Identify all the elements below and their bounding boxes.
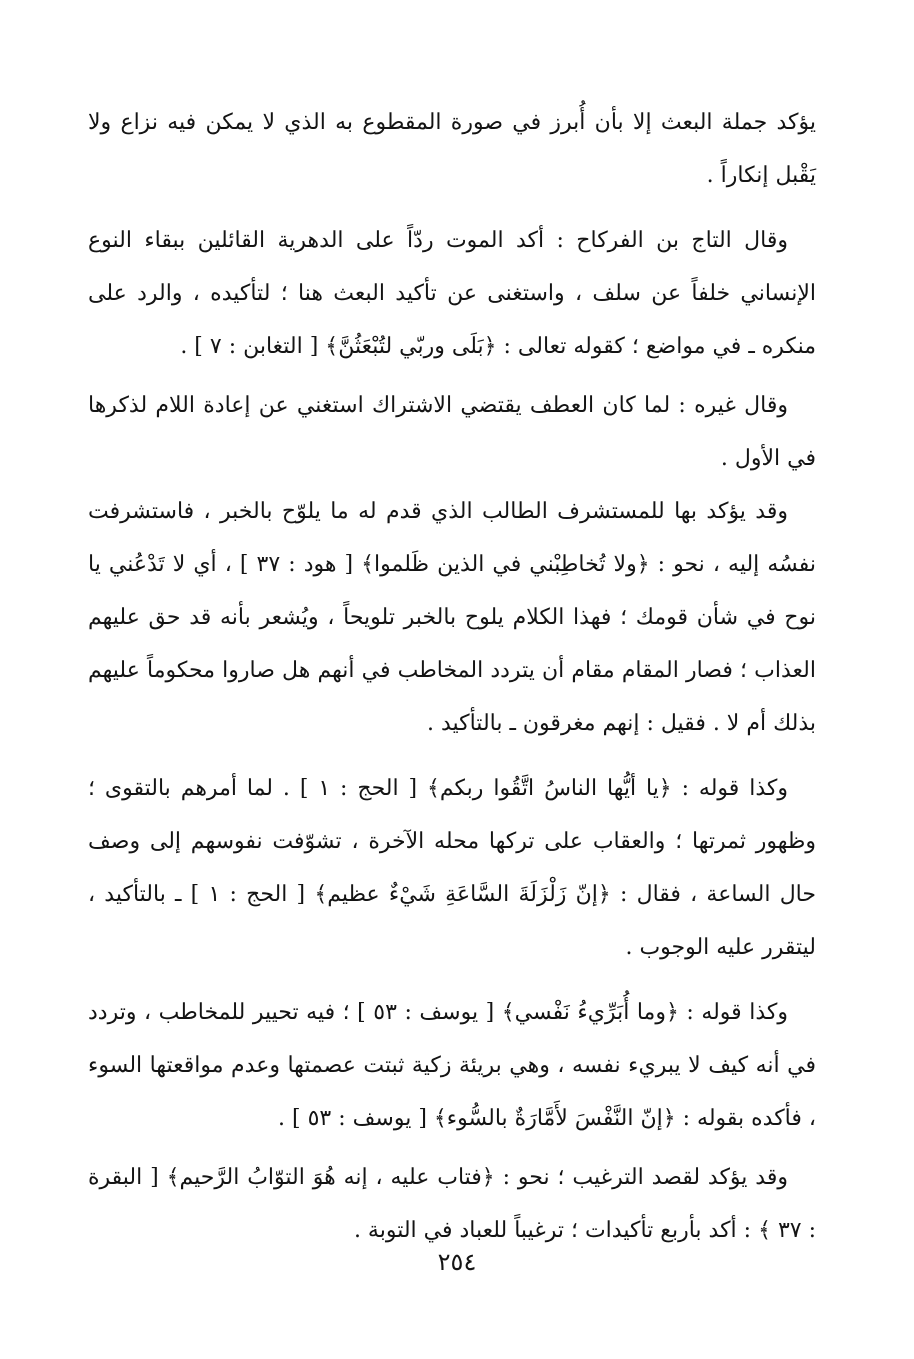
paragraph-1: يؤكد جملة البعث إلا بأن أُبرز في صورة المقطوع به الذي لا يمكن فيه نزاع ولا يَقْبل إنكاراً . — [88, 110, 816, 188]
paragraph-6: وكذا قوله : ﴿وما أُبَرِّيءُ نَفْسي﴾ [ يوسف : ٥٣ ] ؛ فيه تحيير للمخاطب ، وتردد في أنه كيف لا يبريء نفسه ، وهي بريئة زكية ثبتت عصمتها وعدم مواقعتها السوء ، فأكده بقوله : ﴿إنّ النَّفْسَ لأَمَّارَةٌ بالسُّوء﴾ [ يوسف : ٥٣ ] . — [88, 1000, 816, 1131]
page-body — [88, 96, 816, 1257]
paragraph-7: وقد يؤكد لقصد الترغيب ؛ نحو : ﴿فتاب عليه ، إنه هُوَ التوّابُ الرَّحيم﴾ [ البقرة : ٣٧ ﴾ : أكد بأربع تأكيدات ؛ ترغيباً للعباد في التوبة . — [88, 1165, 816, 1243]
paragraph-4: وقد يؤكد بها للمستشرف الطالب الذي قدم له ما يلوّح بالخبر ، فاستشرفت نفسُه إليه ، نحو : ﴿ولا تُخاطِبْني في الذين ظَلموا﴾ [ هود : ٣٧ ] ، أي لا تَدْعُني يا نوح في شأن قومك ؛ فهذا الكلام يلوح بالخبر تلويحاً ، ويُشعر بأنه قد حق عليهم العذاب ؛ فصار المقام مقام أن يتردد المخاطب في أنهم هل صاروا محكوماً عليهم بذلك أم لا . فقيل : إنهم مغرقون ـ بالتأكيد . — [88, 499, 817, 736]
paragraph-5: وكذا قوله : ﴿يا أيُّها الناسُ اتَّقُوا ربكم﴾ [ الحج : ١ ] . لما أمرهم بالتقوى ؛ وظهور ثمرتها ؛ والعقاب على تركها محله الآخرة ، تشوّفت نفوسهم إلى وصف حال الساعة ، فقال : ﴿إنّ زَلْزَلَةَ السَّاعَةِ شَيْءٌ عظيم﴾ [ الحج : ١ ] ـ بالتأكيد ، ليتقرر عليه الوجوب . — [88, 776, 816, 960]
paragraph-2: وقال التاج بن الفركاح : أكد الموت ردّاً على الدهرية القائلين ببقاء النوع الإنساني خلفاً عن سلف ، واستغنى عن تأكيد البعث هنا ؛ لتأكيده ، والرد على منكره ـ في مواضع ؛ كقوله تعالى : ﴿بَلَى وربّي لتُبْعَثُنَّ﴾ [ التغابن : ٧ ] . — [88, 228, 816, 359]
page-number: ٢٥٤ — [437, 1248, 477, 1276]
paragraph-3: وقال غيره : لما كان العطف يقتضي الاشتراك استغني عن إعادة اللام لذكرها في الأول . — [88, 393, 816, 471]
